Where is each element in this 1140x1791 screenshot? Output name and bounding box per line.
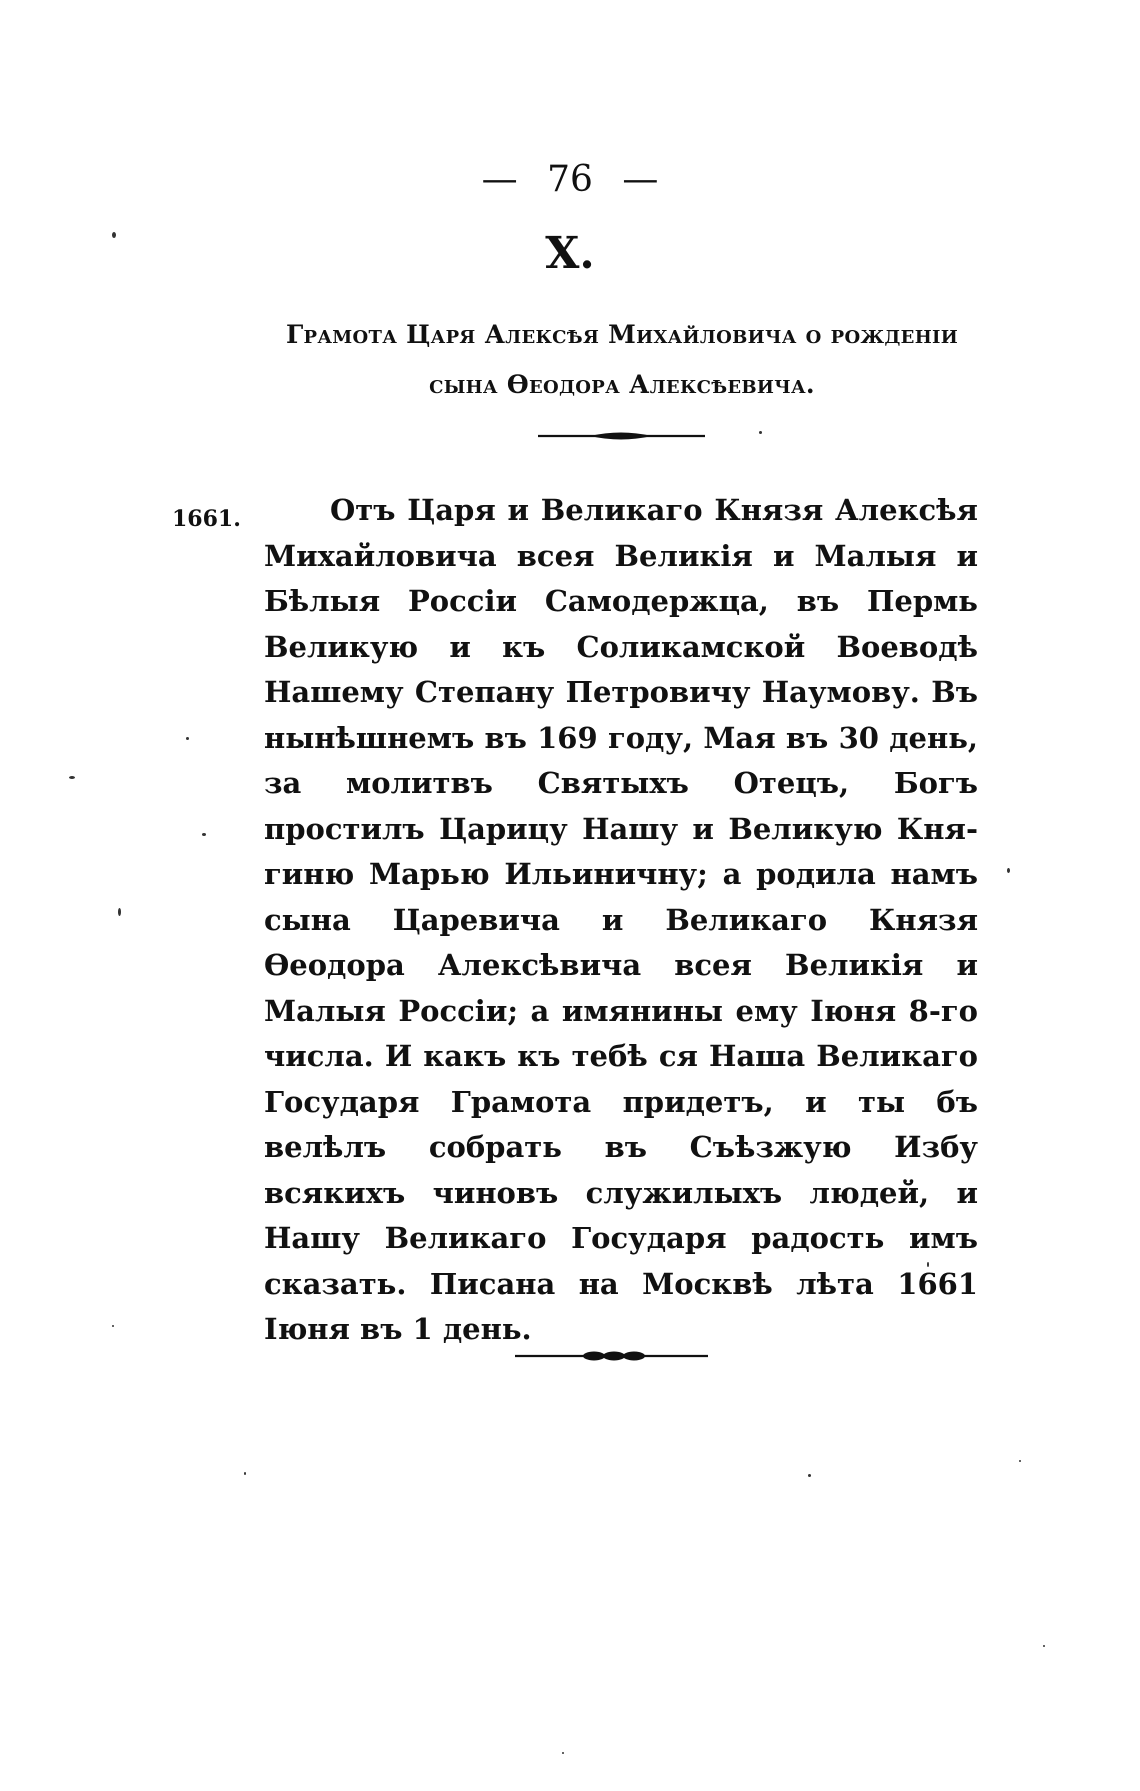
scan-speck [808,1474,811,1477]
scan-speck [112,1325,114,1327]
scan-speck [562,1752,564,1754]
section-number: X. [545,228,595,279]
scan-speck [1019,1460,1021,1462]
scan-speck [69,776,75,779]
scan-speck [202,833,206,836]
scan-speck [1043,1645,1045,1647]
margin-year-note: 1661. [172,506,241,532]
scan-speck [244,1472,246,1475]
scan-speck [186,737,189,740]
scan-speck [112,232,116,238]
document-title: Грамота Царя Алексѣя Михайловича о рожденiи сына Өеодора Алексѣевича. [285,320,959,399]
scan-speck [118,908,121,916]
scan-speck [927,1262,929,1267]
scan-speck [1007,868,1010,873]
body-text: Отъ Царя и Великаго Князя Алексѣя Михайловича всея Великiя и Малыя и Бѣлыя Россiи Самодержца, въ Пермь Великую и къ Соликамской Воеводѣ Нашему Степану Петровичу Наумову. Въ нынѣшнемъ въ 169 году, Мая въ 30 день, за молитвъ Святыхъ Отецъ, Богъ простилъ Царицу Нашу и Великую Княгиню Марью Ильиничну; а родила намъ сына Царевича и Великаго Князя Өеодора Алексѣвича всея Великiя и Малыя Россiи; а имянины ему Iюня 8-го числа. И какъ къ тебѣ ся Наша Великаго Государя Грамота придетъ, и ты бъ велѣлъ собрать въ Съѣзжую Избу всякихъ чиновъ служилыхъ людей, и Нашу Великаго Государя радость имъ сказать. Писана на Москвѣ лѣта 1661 Iюня въ 1 день. [264,493,978,1346]
ornament-divider-bottom [0,1345,1140,1367]
scan-speck [759,431,762,434]
ornament-divider-top [0,425,1140,447]
page-number: — 76 — [481,159,659,200]
